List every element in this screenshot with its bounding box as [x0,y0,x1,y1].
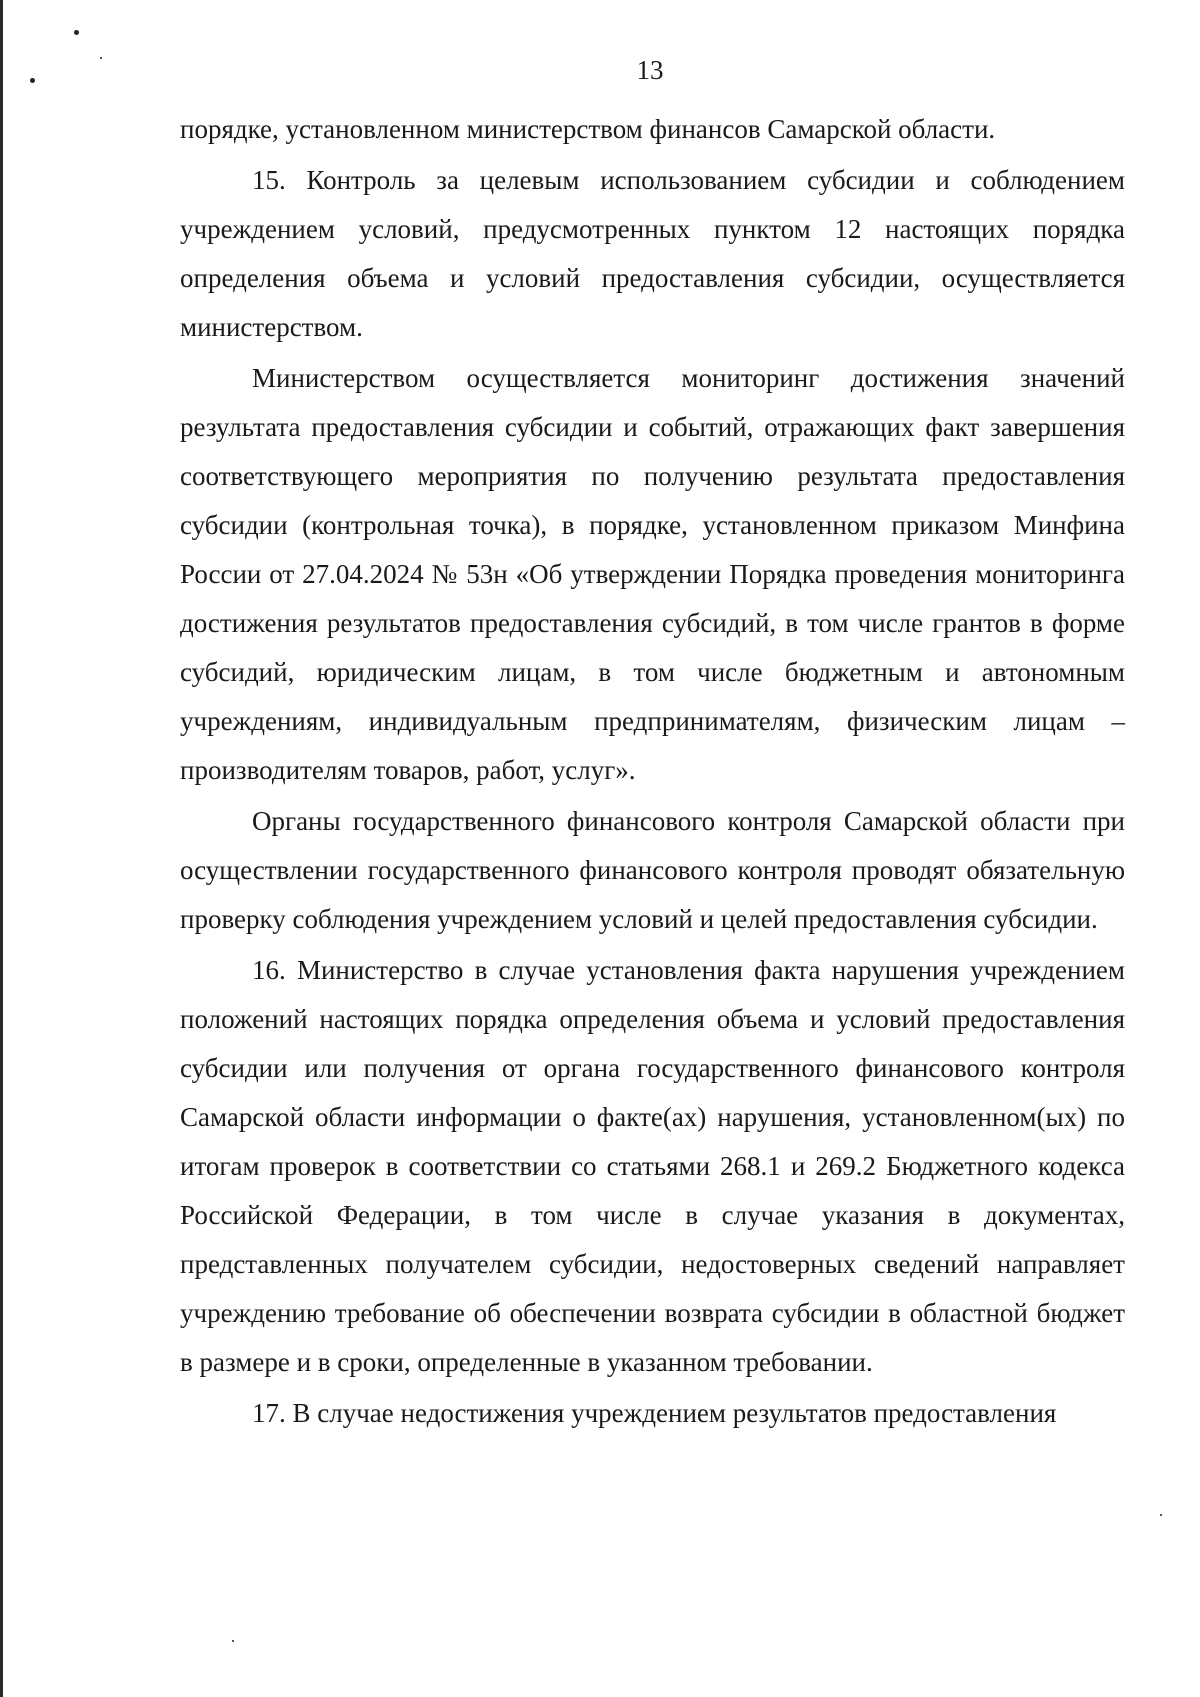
scan-speck [232,1640,234,1642]
paragraph-item-15: 15. Контроль за целевым использованием субсидии и соблюдением учреждением условий, предусмотренных пунктом 12 настоящих порядка определения объема и условий предоставления субсидии, осуществляется министерством. [180,165,1125,342]
paragraph-item-16: 16. Министерство в случае установления факта нарушения учреждением положений настоящих порядка определения объема и условий предоставления субсидии или получения от органа государственного финансового контроля Самарской области информации о факте(ах) нарушения, установленном(ых) по итогам проверок в соответствии со статьями 268.1 и 269.2 Бюджетного кодекса Российской Федерации, в том числе в случае указания в документах, представленных получателем субсидии, недостоверных сведений направляет учреждению требование об обеспечении возврата субсидии в областной бюджет в размере и в сроки, определенные в указанном требовании. [180,955,1125,1377]
page-left-edge [0,0,3,1697]
paragraph-financial-control: Органы государственного финансового контроля Самарской области при осуществлении государственного финансового контроля проводят обязательную проверку соблюдения учреждением условий и целей предоставления субсидии. [180,806,1125,934]
paragraph-monitoring: Министерством осуществляется мониторинг достижения значений результата предоставления субсидии и событий, отражающих факт завершения соответствующего мероприятия по получению результата предоставления субсидии (контрольная точка), в порядке, установленном приказом Минфина России от 27.04.2024 № 53н «Об утверждении Порядка проведения мониторинга достижения результатов предоставления субсидий, в том числе грантов в форме субсидий, юридическим лицам, в том числе бюджетным и автономным учреждениям, индивидуальным предпринимателям, физическим лицам – производителям товаров, работ, услуг». [180,363,1125,785]
scan-speck [1160,1514,1162,1516]
page-number: 13 [636,55,664,85]
paragraph-item-17: 17. В случае недостижения учреждением результатов предоставления [252,1398,1057,1428]
document-body [180,105,1125,1440]
scan-speck [74,30,79,35]
paragraph-continuation: порядке, установленном министерством финансов Самарской области. [180,114,996,144]
